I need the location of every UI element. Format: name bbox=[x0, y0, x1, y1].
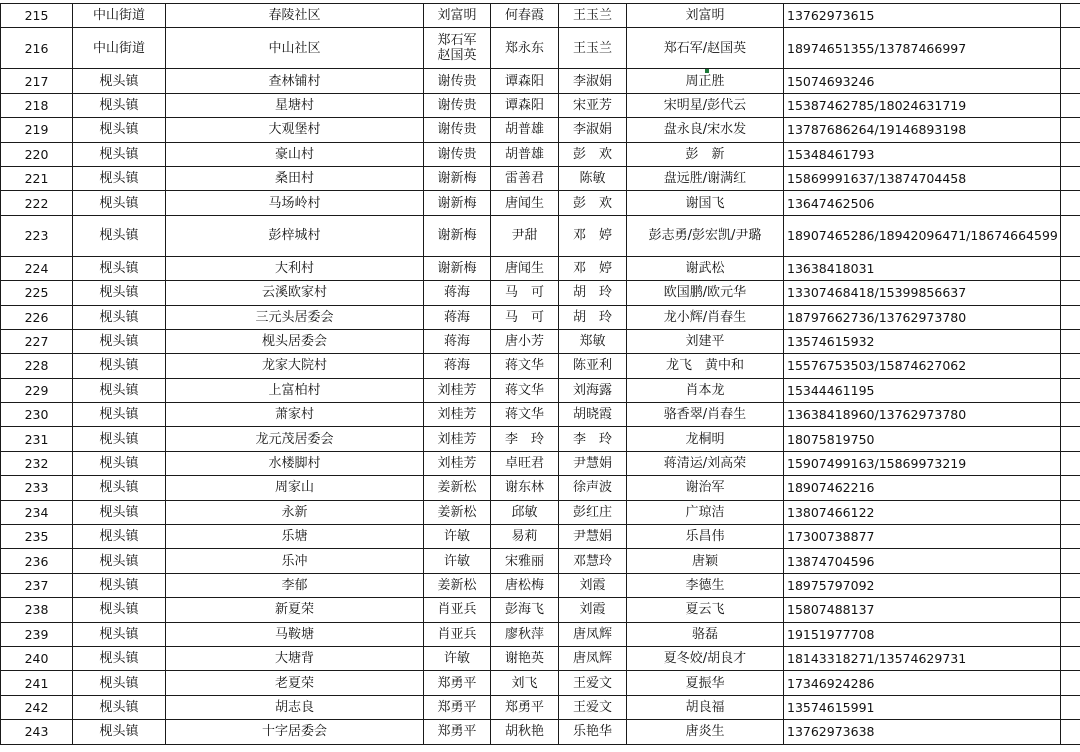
cell-contact[interactable]: 夏云飞 bbox=[627, 598, 784, 622]
cell-contact[interactable]: 刘富明 bbox=[627, 4, 784, 28]
cell-number[interactable]: 216 bbox=[1, 28, 73, 69]
cell-staff[interactable]: 邓慧玲 bbox=[559, 549, 627, 573]
cell-empty[interactable] bbox=[1061, 598, 1080, 622]
cell-number[interactable]: 237 bbox=[1, 573, 73, 597]
cell-contact[interactable]: 龙小辉/肖春生 bbox=[627, 305, 784, 329]
cell-number[interactable]: 239 bbox=[1, 622, 73, 646]
cell-phone[interactable]: 15387462785/18024631719 bbox=[784, 93, 1061, 117]
cell-leader[interactable]: 蒋海 bbox=[424, 354, 491, 378]
cell-town[interactable]: 枧头镇 bbox=[73, 256, 166, 280]
cell-number[interactable]: 217 bbox=[1, 69, 73, 93]
cell-phone[interactable]: 18143318271/13574629731 bbox=[784, 646, 1061, 670]
cell-empty[interactable] bbox=[1061, 500, 1080, 524]
cell-number[interactable]: 215 bbox=[1, 4, 73, 28]
cell-empty[interactable] bbox=[1061, 69, 1080, 93]
cell-empty[interactable] bbox=[1061, 646, 1080, 670]
cell-staff[interactable]: 陈敏 bbox=[559, 166, 627, 190]
cell-phone[interactable]: 18975797092 bbox=[784, 573, 1061, 597]
cell-phone[interactable]: 15869991637/13874704458 bbox=[784, 166, 1061, 190]
cell-staff[interactable]: 邓 婷 bbox=[559, 215, 627, 256]
table-row bbox=[1, 695, 1080, 719]
cell-leader[interactable]: 姜新松 bbox=[424, 500, 491, 524]
cell-town[interactable]: 枧头镇 bbox=[73, 573, 166, 597]
cell-cadre[interactable]: 何春霞 bbox=[491, 4, 559, 28]
cell-empty[interactable] bbox=[1061, 354, 1080, 378]
cell-phone[interactable]: 15807488137 bbox=[784, 598, 1061, 622]
cell-leader[interactable]: 郑勇平 bbox=[424, 720, 491, 744]
cell-empty[interactable] bbox=[1061, 525, 1080, 549]
cell-town[interactable]: 枧头镇 bbox=[73, 671, 166, 695]
cell-leader[interactable]: 谢新梅 bbox=[424, 215, 491, 256]
cell-leader[interactable]: 蒋海 bbox=[424, 305, 491, 329]
cell-empty[interactable] bbox=[1061, 451, 1080, 475]
cell-empty[interactable] bbox=[1061, 476, 1080, 500]
cell-number[interactable]: 229 bbox=[1, 378, 73, 402]
cell-contact[interactable]: 彭志勇/彭宏凯/尹璐 bbox=[627, 215, 784, 256]
cell-staff[interactable]: 王爱文 bbox=[559, 671, 627, 695]
table-row bbox=[1, 118, 1080, 142]
table-row bbox=[1, 525, 1080, 549]
cell-village[interactable]: 豪山村 bbox=[166, 142, 424, 166]
cell-contact[interactable]: 宋明星/彭代云 bbox=[627, 93, 784, 117]
cell-phone[interactable]: 17346924286 bbox=[784, 671, 1061, 695]
cell-number[interactable]: 238 bbox=[1, 598, 73, 622]
cell-empty[interactable] bbox=[1061, 281, 1080, 305]
cell-village[interactable]: 云溪欧家村 bbox=[166, 281, 424, 305]
cell-staff[interactable]: 彭红庄 bbox=[559, 500, 627, 524]
cell-town[interactable]: 枧头镇 bbox=[73, 646, 166, 670]
cell-staff[interactable]: 胡晓霞 bbox=[559, 403, 627, 427]
cell-phone[interactable]: 13638418960/13762973780 bbox=[784, 403, 1061, 427]
cell-village[interactable]: 桑田村 bbox=[166, 166, 424, 190]
cell-leader[interactable]: 郑勇平 bbox=[424, 695, 491, 719]
table-row bbox=[1, 256, 1080, 280]
cell-cadre[interactable]: 唐闻生 bbox=[491, 191, 559, 215]
cell-leader[interactable]: 许敏 bbox=[424, 549, 491, 573]
cell-town[interactable]: 枧头镇 bbox=[73, 695, 166, 719]
table-row bbox=[1, 142, 1080, 166]
cell-empty[interactable] bbox=[1061, 573, 1080, 597]
cell-cadre[interactable]: 胡普雄 bbox=[491, 142, 559, 166]
cell-empty[interactable] bbox=[1061, 427, 1080, 451]
cell-empty[interactable] bbox=[1061, 28, 1080, 69]
cell-cadre[interactable]: 邱敏 bbox=[491, 500, 559, 524]
cell-empty[interactable] bbox=[1061, 166, 1080, 190]
cell-leader[interactable]: 肖亚兵 bbox=[424, 598, 491, 622]
cell-phone[interactable]: 18797662736/13762973780 bbox=[784, 305, 1061, 329]
cell-cadre[interactable]: 郑勇平 bbox=[491, 695, 559, 719]
table-row bbox=[1, 427, 1080, 451]
cell-town[interactable]: 枧头镇 bbox=[73, 500, 166, 524]
table-row bbox=[1, 69, 1080, 93]
table-row bbox=[1, 329, 1080, 353]
cell-contact[interactable]: 骆磊 bbox=[627, 622, 784, 646]
cell-cadre[interactable]: 雷善君 bbox=[491, 166, 559, 190]
cell-phone[interactable]: 13638418031 bbox=[784, 256, 1061, 280]
cell-leader[interactable]: 许敏 bbox=[424, 646, 491, 670]
cell-contact[interactable]: 周正胜 bbox=[627, 69, 784, 93]
cell-cadre[interactable]: 马 可 bbox=[491, 305, 559, 329]
cell-number[interactable]: 221 bbox=[1, 166, 73, 190]
table-row bbox=[1, 28, 1080, 69]
cell-cadre[interactable]: 廖秋萍 bbox=[491, 622, 559, 646]
table-row bbox=[1, 378, 1080, 402]
cell-leader[interactable]: 谢传贵 bbox=[424, 142, 491, 166]
table-row bbox=[1, 305, 1080, 329]
cell-empty[interactable] bbox=[1061, 671, 1080, 695]
cell-number[interactable]: 223 bbox=[1, 215, 73, 256]
cell-town[interactable]: 枧头镇 bbox=[73, 191, 166, 215]
cell-contact[interactable]: 盘远胜/谢满红 bbox=[627, 166, 784, 190]
cell-village[interactable]: 大观堡村 bbox=[166, 118, 424, 142]
cell-number[interactable]: 222 bbox=[1, 191, 73, 215]
cell-cadre[interactable]: 谢艳英 bbox=[491, 646, 559, 670]
cell-contact[interactable]: 彭 新 bbox=[627, 142, 784, 166]
cell-leader[interactable]: 肖亚兵 bbox=[424, 622, 491, 646]
cell-staff[interactable]: 刘海露 bbox=[559, 378, 627, 402]
cell-contact[interactable]: 盘永良/宋水发 bbox=[627, 118, 784, 142]
cell-phone[interactable]: 15344461195 bbox=[784, 378, 1061, 402]
cell-cadre[interactable]: 尹甜 bbox=[491, 215, 559, 256]
cell-phone[interactable]: 18907465286/18942096471/18674664599 bbox=[784, 215, 1061, 256]
cell-village[interactable]: 大塘背 bbox=[166, 646, 424, 670]
cell-contact[interactable]: 谢国飞 bbox=[627, 191, 784, 215]
cell-village[interactable]: 三元头居委会 bbox=[166, 305, 424, 329]
cell-town[interactable]: 枧头镇 bbox=[73, 69, 166, 93]
cell-town[interactable]: 枧头镇 bbox=[73, 525, 166, 549]
cell-leader[interactable]: 姜新松 bbox=[424, 573, 491, 597]
cell-cadre[interactable]: 郑永东 bbox=[491, 28, 559, 69]
cell-leader[interactable]: 郑勇平 bbox=[424, 671, 491, 695]
cell-village[interactable]: 马鞍塘 bbox=[166, 622, 424, 646]
cell-staff[interactable]: 徐声波 bbox=[559, 476, 627, 500]
cell-staff[interactable]: 唐凤辉 bbox=[559, 622, 627, 646]
cell-contact[interactable]: 乐昌伟 bbox=[627, 525, 784, 549]
table-row bbox=[1, 451, 1080, 475]
cell-cadre[interactable]: 谭森阳 bbox=[491, 93, 559, 117]
cell-village[interactable]: 胡志良 bbox=[166, 695, 424, 719]
cell-contact[interactable]: 龙桐明 bbox=[627, 427, 784, 451]
cell-empty[interactable] bbox=[1061, 549, 1080, 573]
table-row bbox=[1, 215, 1080, 256]
cell-staff[interactable]: 李淑娟 bbox=[559, 69, 627, 93]
cell-town[interactable]: 枧头镇 bbox=[73, 403, 166, 427]
cell-cadre[interactable]: 李 玲 bbox=[491, 427, 559, 451]
cell-number[interactable]: 235 bbox=[1, 525, 73, 549]
cell-village[interactable]: 龙元茂居委会 bbox=[166, 427, 424, 451]
cell-phone[interactable]: 13307468418/15399856637 bbox=[784, 281, 1061, 305]
cell-empty[interactable] bbox=[1061, 215, 1080, 256]
cell-cadre[interactable]: 易莉 bbox=[491, 525, 559, 549]
cell-village[interactable]: 星塘村 bbox=[166, 93, 424, 117]
cell-number[interactable]: 220 bbox=[1, 142, 73, 166]
cell-staff[interactable]: 李 玲 bbox=[559, 427, 627, 451]
cell-village[interactable]: 水楼脚村 bbox=[166, 451, 424, 475]
cell-village[interactable]: 枧头居委会 bbox=[166, 329, 424, 353]
cell-town[interactable]: 枧头镇 bbox=[73, 549, 166, 573]
table-row bbox=[1, 622, 1080, 646]
cell-contact[interactable]: 骆香翠/肖春生 bbox=[627, 403, 784, 427]
cell-phone[interactable]: 13574615991 bbox=[784, 695, 1061, 719]
cell-leader[interactable]: 蒋海 bbox=[424, 281, 491, 305]
cell-staff[interactable]: 唐凤辉 bbox=[559, 646, 627, 670]
cell-empty[interactable] bbox=[1061, 378, 1080, 402]
cell-village[interactable]: 春陵社区 bbox=[166, 4, 424, 28]
cell-staff[interactable]: 宋亚芳 bbox=[559, 93, 627, 117]
cell-contact[interactable]: 龙飞 黄中和 bbox=[627, 354, 784, 378]
cell-empty[interactable] bbox=[1061, 118, 1080, 142]
cell-number[interactable]: 226 bbox=[1, 305, 73, 329]
cell-cadre[interactable]: 谢东林 bbox=[491, 476, 559, 500]
table-row bbox=[1, 476, 1080, 500]
cell-village[interactable]: 马场岭村 bbox=[166, 191, 424, 215]
cell-cadre[interactable]: 马 可 bbox=[491, 281, 559, 305]
cell-leader-line: 郑石军 bbox=[437, 33, 477, 49]
cell-town[interactable]: 枧头镇 bbox=[73, 378, 166, 402]
cell-number[interactable]: 225 bbox=[1, 281, 73, 305]
cell-cadre[interactable]: 宋雅丽 bbox=[491, 549, 559, 573]
cell-number[interactable]: 230 bbox=[1, 403, 73, 427]
cell-cadre[interactable]: 蒋文华 bbox=[491, 378, 559, 402]
cell-village[interactable]: 老夏荣 bbox=[166, 671, 424, 695]
cell-leader[interactable]: 谢传贵 bbox=[424, 118, 491, 142]
cell-phone[interactable]: 13787686264/19146893198 bbox=[784, 118, 1061, 142]
cell-leader[interactable]: 蒋海 bbox=[424, 329, 491, 353]
table-row bbox=[1, 646, 1080, 670]
cell-cadre[interactable]: 胡秋艳 bbox=[491, 720, 559, 744]
table-row bbox=[1, 191, 1080, 215]
cell-staff[interactable]: 王玉兰 bbox=[559, 28, 627, 69]
cell-leader[interactable]: 谢传贵 bbox=[424, 93, 491, 117]
cell-empty[interactable] bbox=[1061, 4, 1080, 28]
cell-empty[interactable] bbox=[1061, 403, 1080, 427]
cell-cadre[interactable]: 彭海飞 bbox=[491, 598, 559, 622]
cell-leader[interactable] bbox=[424, 28, 491, 69]
cell-number[interactable]: 218 bbox=[1, 93, 73, 117]
cell-town[interactable]: 枧头镇 bbox=[73, 451, 166, 475]
table-row bbox=[1, 671, 1080, 695]
cell-town[interactable]: 中山街道 bbox=[73, 4, 166, 28]
cell-contact[interactable]: 唐炎生 bbox=[627, 720, 784, 744]
cell-staff[interactable]: 邓 婷 bbox=[559, 256, 627, 280]
cell-phone[interactable]: 13874704596 bbox=[784, 549, 1061, 573]
cell-staff[interactable]: 王玉兰 bbox=[559, 4, 627, 28]
cell-leader[interactable]: 谢传贵 bbox=[424, 69, 491, 93]
cell-leader[interactable]: 刘桂芳 bbox=[424, 451, 491, 475]
cell-leader[interactable]: 许敏 bbox=[424, 525, 491, 549]
cell-contact[interactable]: 谢治军 bbox=[627, 476, 784, 500]
cell-staff[interactable]: 乐艳华 bbox=[559, 720, 627, 744]
cell-staff[interactable]: 胡 玲 bbox=[559, 305, 627, 329]
cell-phone[interactable]: 13647462506 bbox=[784, 191, 1061, 215]
cell-number[interactable]: 241 bbox=[1, 671, 73, 695]
cell-phone[interactable]: 15348461793 bbox=[784, 142, 1061, 166]
roster-table bbox=[0, 3, 1080, 745]
cell-town[interactable]: 枧头镇 bbox=[73, 305, 166, 329]
table-row bbox=[1, 500, 1080, 524]
cell-phone[interactable]: 13574615932 bbox=[784, 329, 1061, 353]
cell-staff[interactable]: 刘霞 bbox=[559, 598, 627, 622]
cell-contact[interactable]: 唐颖 bbox=[627, 549, 784, 573]
cell-number[interactable]: 224 bbox=[1, 256, 73, 280]
cell-town[interactable]: 枧头镇 bbox=[73, 93, 166, 117]
cell-number[interactable]: 242 bbox=[1, 695, 73, 719]
cell-village[interactable]: 萧家村 bbox=[166, 403, 424, 427]
cell-number[interactable]: 240 bbox=[1, 646, 73, 670]
cell-number[interactable]: 219 bbox=[1, 118, 73, 142]
cell-staff[interactable]: 彭 欢 bbox=[559, 142, 627, 166]
cell-phone[interactable]: 17300738877 bbox=[784, 525, 1061, 549]
cell-town[interactable]: 枧头镇 bbox=[73, 281, 166, 305]
table-row bbox=[1, 4, 1080, 28]
cell-village[interactable]: 乐塘 bbox=[166, 525, 424, 549]
table-row bbox=[1, 281, 1080, 305]
table-row bbox=[1, 403, 1080, 427]
cell-number[interactable]: 228 bbox=[1, 354, 73, 378]
table-row bbox=[1, 720, 1080, 744]
cell-contact[interactable]: 胡良福 bbox=[627, 695, 784, 719]
cell-number[interactable]: 231 bbox=[1, 427, 73, 451]
table-row bbox=[1, 93, 1080, 117]
cell-empty[interactable] bbox=[1061, 93, 1080, 117]
cell-contact[interactable]: 郑石军/赵国英 bbox=[627, 28, 784, 69]
cell-village[interactable]: 新夏荣 bbox=[166, 598, 424, 622]
table-body bbox=[1, 4, 1080, 745]
cell-town[interactable]: 枧头镇 bbox=[73, 215, 166, 256]
cell-empty[interactable] bbox=[1061, 142, 1080, 166]
cell-town[interactable]: 中山街道 bbox=[73, 28, 166, 69]
cell-empty[interactable] bbox=[1061, 191, 1080, 215]
cell-contact[interactable]: 夏冬姣/胡良才 bbox=[627, 646, 784, 670]
cell-number[interactable]: 232 bbox=[1, 451, 73, 475]
cell-village[interactable]: 龙家大院村 bbox=[166, 354, 424, 378]
cell-empty[interactable] bbox=[1061, 695, 1080, 719]
cell-cadre[interactable]: 蒋文华 bbox=[491, 403, 559, 427]
cell-town[interactable]: 枧头镇 bbox=[73, 427, 166, 451]
cell-cadre[interactable]: 唐闻生 bbox=[491, 256, 559, 280]
cell-empty[interactable] bbox=[1061, 256, 1080, 280]
cell-staff[interactable]: 尹慧娟 bbox=[559, 525, 627, 549]
table-row bbox=[1, 573, 1080, 597]
cell-staff[interactable]: 郑敏 bbox=[559, 329, 627, 353]
cell-staff[interactable]: 陈亚利 bbox=[559, 354, 627, 378]
cell-staff[interactable]: 刘霞 bbox=[559, 573, 627, 597]
cell-town[interactable]: 枧头镇 bbox=[73, 329, 166, 353]
cell-contact[interactable]: 欧国鹏/欧元华 bbox=[627, 281, 784, 305]
cell-cadre[interactable]: 蒋文华 bbox=[491, 354, 559, 378]
cell-phone[interactable]: 18907462216 bbox=[784, 476, 1061, 500]
cell-leader[interactable]: 谢新梅 bbox=[424, 166, 491, 190]
cell-contact[interactable]: 刘建平 bbox=[627, 329, 784, 353]
cell-village[interactable]: 上富柏村 bbox=[166, 378, 424, 402]
cell-number[interactable]: 233 bbox=[1, 476, 73, 500]
cell-staff[interactable]: 王爱文 bbox=[559, 695, 627, 719]
cell-town[interactable]: 枧头镇 bbox=[73, 118, 166, 142]
cell-town[interactable]: 枧头镇 bbox=[73, 354, 166, 378]
cell-empty[interactable] bbox=[1061, 622, 1080, 646]
cell-cadre[interactable]: 谭森阳 bbox=[491, 69, 559, 93]
cell-village[interactable]: 李郁 bbox=[166, 573, 424, 597]
cell-contact[interactable]: 蒋清运/刘高荣 bbox=[627, 451, 784, 475]
cell-phone[interactable]: 13807466122 bbox=[784, 500, 1061, 524]
cell-cadre[interactable]: 唐小芳 bbox=[491, 329, 559, 353]
cell-leader-line: 赵国英 bbox=[437, 48, 477, 64]
cell-town[interactable]: 枧头镇 bbox=[73, 720, 166, 744]
cell-town[interactable]: 枧头镇 bbox=[73, 142, 166, 166]
cell-contact[interactable]: 广琼洁 bbox=[627, 500, 784, 524]
cell-phone[interactable]: 15907499163/15869973219 bbox=[784, 451, 1061, 475]
cell-leader[interactable]: 刘桂芳 bbox=[424, 427, 491, 451]
cell-village[interactable]: 十字居委会 bbox=[166, 720, 424, 744]
cell-town[interactable]: 枧头镇 bbox=[73, 622, 166, 646]
cell-staff[interactable]: 李淑娟 bbox=[559, 118, 627, 142]
cell-phone[interactable]: 18075819750 bbox=[784, 427, 1061, 451]
cell-village[interactable]: 大利村 bbox=[166, 256, 424, 280]
cell-leader[interactable]: 谢新梅 bbox=[424, 256, 491, 280]
cell-staff[interactable]: 彭 欢 bbox=[559, 191, 627, 215]
cell-cadre[interactable]: 刘飞 bbox=[491, 671, 559, 695]
cell-village[interactable]: 查林铺村 bbox=[166, 69, 424, 93]
cell-number[interactable]: 227 bbox=[1, 329, 73, 353]
cell-staff[interactable]: 胡 玲 bbox=[559, 281, 627, 305]
cell-staff[interactable]: 尹慧娟 bbox=[559, 451, 627, 475]
cell-leader[interactable]: 谢新梅 bbox=[424, 191, 491, 215]
cell-leader[interactable]: 刘富明 bbox=[424, 4, 491, 28]
cell-contact[interactable]: 夏振华 bbox=[627, 671, 784, 695]
cell-number[interactable]: 243 bbox=[1, 720, 73, 744]
cell-village[interactable]: 永新 bbox=[166, 500, 424, 524]
table-row bbox=[1, 549, 1080, 573]
cell-town[interactable]: 枧头镇 bbox=[73, 598, 166, 622]
cell-phone[interactable]: 13762973638 bbox=[784, 720, 1061, 744]
cell-empty[interactable] bbox=[1061, 305, 1080, 329]
cell-phone[interactable]: 13762973615 bbox=[784, 4, 1061, 28]
selection-handle[interactable] bbox=[705, 69, 709, 73]
cell-cadre[interactable]: 唐松梅 bbox=[491, 573, 559, 597]
table-row bbox=[1, 598, 1080, 622]
cell-number[interactable]: 236 bbox=[1, 549, 73, 573]
cell-leader[interactable]: 刘桂芳 bbox=[424, 403, 491, 427]
cell-number[interactable]: 234 bbox=[1, 500, 73, 524]
cell-village[interactable]: 彭梓城村 bbox=[166, 215, 424, 256]
cell-village[interactable]: 中山社区 bbox=[166, 28, 424, 69]
cell-phone[interactable]: 15074693246 bbox=[784, 69, 1061, 93]
table-row bbox=[1, 354, 1080, 378]
cell-village[interactable]: 周家山 bbox=[166, 476, 424, 500]
cell-cadre[interactable]: 胡普雄 bbox=[491, 118, 559, 142]
cell-leader[interactable]: 刘桂芳 bbox=[424, 378, 491, 402]
cell-village[interactable]: 乐冲 bbox=[166, 549, 424, 573]
cell-town[interactable]: 枧头镇 bbox=[73, 476, 166, 500]
cell-contact[interactable]: 李德生 bbox=[627, 573, 784, 597]
cell-phone[interactable]: 19151977708 bbox=[784, 622, 1061, 646]
cell-empty[interactable] bbox=[1061, 329, 1080, 353]
cell-phone[interactable]: 18974651355/13787466997 bbox=[784, 28, 1061, 69]
cell-town[interactable]: 枧头镇 bbox=[73, 166, 166, 190]
cell-contact[interactable]: 肖本龙 bbox=[627, 378, 784, 402]
cell-cadre[interactable]: 卓旺君 bbox=[491, 451, 559, 475]
cell-leader[interactable]: 姜新松 bbox=[424, 476, 491, 500]
table-row bbox=[1, 166, 1080, 190]
cell-phone[interactable]: 15576753503/15874627062 bbox=[784, 354, 1061, 378]
cell-empty[interactable] bbox=[1061, 720, 1080, 744]
cell-contact[interactable]: 谢武松 bbox=[627, 256, 784, 280]
